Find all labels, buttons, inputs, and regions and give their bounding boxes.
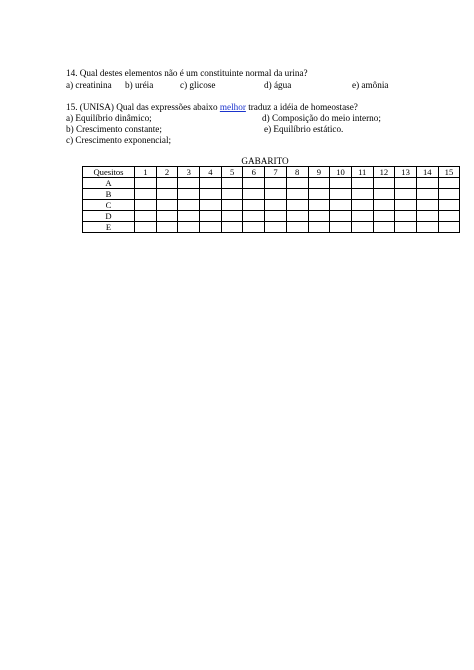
option-letter-cell: E <box>83 222 135 233</box>
answer-cell[interactable] <box>330 211 352 222</box>
question-number-header: 14 <box>416 167 438 178</box>
answer-cell[interactable] <box>243 189 265 200</box>
answer-cell[interactable] <box>156 178 178 189</box>
answer-cell[interactable] <box>178 178 200 189</box>
q15-option-d: d) Composição do meio interno; <box>262 113 381 123</box>
answer-cell[interactable] <box>156 200 178 211</box>
answer-cell[interactable] <box>351 189 373 200</box>
answer-cell[interactable] <box>221 178 243 189</box>
answer-cell[interactable] <box>156 189 178 200</box>
answer-cell[interactable] <box>286 211 308 222</box>
answer-cell[interactable] <box>351 200 373 211</box>
answer-cell[interactable] <box>156 211 178 222</box>
answer-cell[interactable] <box>200 222 222 233</box>
answer-cell[interactable] <box>200 178 222 189</box>
answer-cell[interactable] <box>200 200 222 211</box>
answer-cell[interactable] <box>330 189 352 200</box>
q14-option-d: d) água <box>264 80 292 90</box>
question-number-header: 8 <box>286 167 308 178</box>
answer-cell[interactable] <box>178 189 200 200</box>
answer-cell[interactable] <box>395 200 417 211</box>
answer-cell[interactable] <box>416 222 438 233</box>
question-number-header: 1 <box>135 167 157 178</box>
answer-cell[interactable] <box>265 189 287 200</box>
q15-option-e: e) Equilíbrio estático. <box>264 124 344 134</box>
gabarito-row <box>83 189 460 200</box>
option-letter-cell: B <box>83 189 135 200</box>
gabarito-header-row <box>83 167 460 178</box>
answer-cell[interactable] <box>395 222 417 233</box>
answer-cell[interactable] <box>416 200 438 211</box>
answer-cell[interactable] <box>416 211 438 222</box>
answer-cell[interactable] <box>351 211 373 222</box>
answer-cell[interactable] <box>308 200 330 211</box>
answer-cell[interactable] <box>308 189 330 200</box>
question-15-stem-end: traduz a idéia de homeostase? <box>245 102 358 112</box>
answer-cell[interactable] <box>308 211 330 222</box>
answer-cell[interactable] <box>243 178 265 189</box>
answer-cell[interactable] <box>286 178 308 189</box>
question-number-header: 12 <box>373 167 395 178</box>
question-number-header: 10 <box>330 167 352 178</box>
question-number-header: 13 <box>395 167 417 178</box>
gabarito-row <box>83 200 460 211</box>
answer-cell[interactable] <box>438 178 460 189</box>
answer-cell[interactable] <box>416 189 438 200</box>
answer-cell[interactable] <box>330 178 352 189</box>
answer-cell[interactable] <box>243 211 265 222</box>
question-number-header: 7 <box>265 167 287 178</box>
question-number-header: 3 <box>178 167 200 178</box>
gabarito-row <box>83 211 460 222</box>
q15-option-b: b) Crescimento constante; <box>66 124 162 134</box>
q14-option-a: a) creatinina <box>66 80 112 90</box>
answer-cell[interactable] <box>351 222 373 233</box>
answer-cell[interactable] <box>221 211 243 222</box>
answer-cell[interactable] <box>373 178 395 189</box>
answer-cell[interactable] <box>373 211 395 222</box>
answer-cell[interactable] <box>221 222 243 233</box>
q15-option-a: a) Equilíbrio dinâmico; <box>66 113 152 123</box>
q14-option-c: c) glicose <box>180 80 216 90</box>
answer-cell[interactable] <box>265 222 287 233</box>
answer-cell[interactable] <box>178 222 200 233</box>
question-number-header: 11 <box>351 167 373 178</box>
quesitos-header: Quesitos <box>83 167 135 178</box>
answer-cell[interactable] <box>373 200 395 211</box>
answer-cell[interactable] <box>243 222 265 233</box>
answer-cell[interactable] <box>438 211 460 222</box>
gabarito-table <box>82 166 460 233</box>
option-letter-cell: C <box>83 200 135 211</box>
question-number-header: 2 <box>156 167 178 178</box>
answer-cell[interactable] <box>438 222 460 233</box>
answer-cell[interactable] <box>416 178 438 189</box>
question-number-header: 15 <box>438 167 460 178</box>
answer-cell[interactable] <box>286 222 308 233</box>
q14-option-e: e) amônia <box>352 80 389 90</box>
answer-cell[interactable] <box>308 178 330 189</box>
option-letter-cell: D <box>83 211 135 222</box>
answer-cell[interactable] <box>351 178 373 189</box>
answer-cell[interactable] <box>135 200 157 211</box>
answer-cell[interactable] <box>135 211 157 222</box>
gabarito-row <box>83 222 460 233</box>
melhor-link[interactable]: melhor <box>219 102 246 112</box>
answer-cell[interactable] <box>395 178 417 189</box>
answer-cell[interactable] <box>200 189 222 200</box>
option-letter-cell: A <box>83 178 135 189</box>
question-number-header: 4 <box>200 167 222 178</box>
answer-cell[interactable] <box>395 211 417 222</box>
answer-cell[interactable] <box>286 189 308 200</box>
answer-cell[interactable] <box>373 222 395 233</box>
answer-cell[interactable] <box>156 222 178 233</box>
question-number-header: 5 <box>221 167 243 178</box>
answer-cell[interactable] <box>438 189 460 200</box>
question-14-stem: 14. Qual destes elementos não é um constituinte normal da urina? <box>66 68 308 78</box>
question-number-header: 6 <box>243 167 265 178</box>
answer-cell[interactable] <box>330 200 352 211</box>
answer-cell[interactable] <box>265 200 287 211</box>
answer-cell[interactable] <box>135 222 157 233</box>
answer-cell[interactable] <box>200 211 222 222</box>
answer-cell[interactable] <box>330 222 352 233</box>
answer-cell[interactable] <box>178 211 200 222</box>
answer-cell[interactable] <box>395 189 417 200</box>
question-15-stem <box>66 102 358 113</box>
answer-cell[interactable] <box>373 189 395 200</box>
q14-option-b: b) uréia <box>125 80 154 90</box>
answer-cell[interactable] <box>308 222 330 233</box>
answer-cell[interactable] <box>243 200 265 211</box>
answer-cell[interactable] <box>178 200 200 211</box>
answer-cell[interactable] <box>438 200 460 211</box>
answer-cell[interactable] <box>221 200 243 211</box>
q15-option-c: c) Crescimento exponencial; <box>66 135 172 145</box>
gabarito-title: GABARITO <box>241 156 289 166</box>
answer-cell[interactable] <box>265 178 287 189</box>
answer-cell[interactable] <box>265 211 287 222</box>
answer-cell[interactable] <box>135 189 157 200</box>
gabarito-row <box>83 178 460 189</box>
answer-cell[interactable] <box>135 178 157 189</box>
question-number-header: 9 <box>308 167 330 178</box>
answer-cell[interactable] <box>221 189 243 200</box>
question-15-stem-start: 15. (UNISA) Qual das expressões abaixo <box>66 102 220 112</box>
answer-cell[interactable] <box>286 200 308 211</box>
